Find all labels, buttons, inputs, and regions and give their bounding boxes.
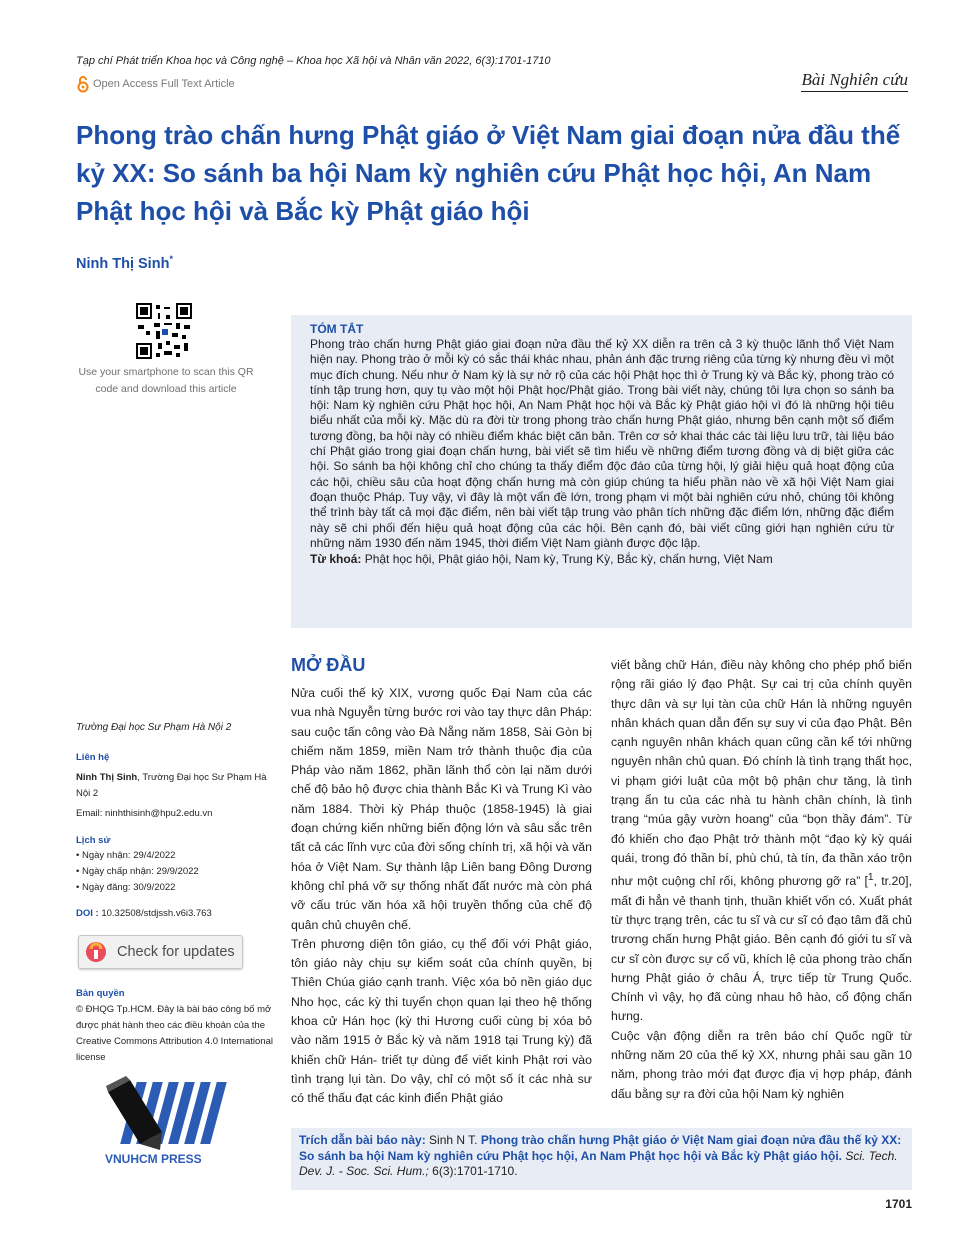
press-name: VNUHCM PRESS [105, 1152, 202, 1166]
date-accepted: • Ngày chấp nhận: 29/9/2022 [76, 866, 199, 877]
check-for-updates-button[interactable] [78, 935, 243, 969]
citation-box [291, 1128, 912, 1190]
contact-info [76, 770, 276, 802]
check-updates-icon [85, 941, 107, 963]
intro-heading: MỞ ĐẦU [291, 655, 366, 675]
intro-paragraph-2: Trên phương diện tôn giáo, cụ thể đối với Phật giáo, tôn giáo này chịu sự kiểm soát của chính quyền, bị Thiên Chúa giáo cạnh tranh. Việc xóa bỏ nền giáo dục Nho học, các kỳ thi tuyển chọn quan lại theo hệ thống khoa cử Hán học (kỳ thi Hương cuối cùng bị xóa bỏ vào năm 1915 ở Bắc kỳ và năm 1918 tại Trung kỳ) đã khiến chữ Hán- triết tự dùng để viết kinh Phật rơi vào tình trạng lụi tàn. Do vậy, chỉ có một số ít các nhà sư có thể thấu đạt các kinh điển Phật giáo [291, 936, 592, 1106]
copyright-label: Bản quyền [76, 988, 125, 999]
citation-ref[interactable]: 1 [867, 872, 874, 884]
contact-label: Liên hệ [76, 752, 110, 763]
open-access-label [76, 75, 235, 93]
date-published: • Ngày đăng: 30/9/2022 [76, 882, 176, 893]
qr-code[interactable] [136, 303, 192, 359]
citation-title: Phong trào chấn hưng Phật giáo ở Việt Nam giai đoạn nửa đầu thế kỷ XX: So sánh ba hội Nam kỳ nghiên cứu Phật học hội, An Nam Phật học hội và Bắc kỳ Phật giáo hội. [299, 1133, 902, 1163]
author-name: Ninh Thị Sinh [76, 255, 170, 272]
abstract-heading: TÓM TẮT [310, 322, 364, 336]
contact-name: Ninh Thị Sinh [76, 772, 138, 783]
history-label: Lịch sử [76, 835, 111, 846]
keywords-text: Phật học hội, Phật giáo hội, Nam kỳ, Trung Kỳ, Bắc kỳ, chấn hưng, Việt Nam [364, 552, 773, 567]
author-mark: * [169, 254, 173, 264]
date-received: • Ngày nhận: 29/4/2022 [76, 850, 176, 861]
doi-label: DOI : [76, 908, 99, 919]
article-title: Phong trào chấn hưng Phật giáo ở Việt Nam giai đoạn nửa đầu thế kỷ XX: So sánh ba hội Nam kỳ nghiên cứu Phật học hội, An Nam Phật học hội và Bắc kỳ Phật giáo hội [76, 120, 901, 226]
paper-type: Bài Nghiên cứu [801, 70, 908, 92]
qr-note: Use your smartphone to scan this QR code and download this article [78, 366, 254, 395]
intro-column-2 [611, 656, 912, 1104]
intro-paragraph-1: Nửa cuối thế kỷ XIX, vương quốc Đại Nam của các vua nhà Nguyễn từng bước rơi vào tay thực dân Pháp: sau cuộc tấn công vào Đà Nẵng năm 1858, Sài Gòn bị chiếm năm 1859, miền Nam trở thành thuộc địa của Pháp vào năm 1862, phần lãnh thổ còn lại năm dưới chế độ bảo hộ được chia thành Bắc Kì và Trung Kì vào năm 1884. Thời kỳ Pháp thuộc (1858-1945) là giai đoạn chứng kiến những biến động lớn và sâu sắc trên tất cả các lĩnh vực của đời sống chính trị, xã hội và văn hóa ở Việt Nam. Sự thành lập Liên bang Đông Dương không chỉ phá vỡ sự thống nhất đất nước mà còn phá vỡ cấu trúc văn hóa xã hội truyền thống của chế độ quân chủ chuyên chế. [291, 686, 592, 932]
open-access-icon [76, 75, 90, 93]
author [76, 254, 173, 272]
abstract-box [291, 315, 912, 628]
abstract-body: Phong trào chấn hưng Phật giáo giai đoạn nửa đầu thế kỷ XX diễn ra trên cả 3 kỳ thuộc lãnh thổ Việt Nam hiện nay. Phong trào ở mỗi kỳ có sắc thái khác nhau, phản ánh đặc trưng riêng của từng kỳ nhưng đều vì một mục đích chung. Nếu như ở Nam kỳ là sự nở rộ của các hội Phật học thì ở Trung kỳ và Bắc kỳ, phong trào có tính tập trung hơn, quy tụ vào một hội Phật học/Phật giáo. Trong bài viết này, chúng tôi lựa chọn so sánh ba hội: Nam kỳ nghiên cứu Phật học hội, An Nam Phật học hội và Bắc kỳ Phật giáo hội vì đó là những hội tiêu biểu nhất của mỗi kỳ. Mặc dù ra đời từ trong phong trào chấn hưng Phật giáo, nhưng bên cạnh một số điểm tương đồng, ba hội này có nhiều điểm khác biệt căn bản. Trên cơ sở khai thác các tài liệu lưu trữ, tài liệu báo chí Phật giáo trong giai đoạn chấn hưng, bài viết sẽ tìm hiểu về những điểm tương đồng và dị biệt giữa các hội. So sánh ba hội không chỉ cho chúng ta thấy điểm độc đáo của từng hội, lý giải hiệu quả hoạt động của các hội, chiều sâu của hoạt động chấn hưng mà còn giúp chúng ta hiểu phần nào về xã hội Việt Nam giai đoạn thuộc Pháp. Tuy vậy, vì đây là một vấn đề lớn, trong phạm vi một bài nghiên cứu nhỏ, chúng tôi không thể trình bày tất cả mọi đặc điểm, nên bài viết tập trung vào phân tích những đặc điểm lớn, những đặc điểm này sẽ chi phối đến hiệu quả hoạt động của các hội. Bên cạnh đó, bài viết cũng giới hạn nghiên cứu từ những năm 1930 đến năm 1945, thời điểm Việt Nam giành được độc lập. [310, 337, 894, 550]
citation-authors: Sinh N T. [429, 1133, 478, 1147]
copyright-text: © ĐHQG Tp.HCM. Đây là bài báo công bố mở được phát hành theo các điều khoản của the Creative Commons Attribution 4.0 International license [76, 1004, 273, 1063]
contact-affil: , Trường Đại học Sư Phạm Hà Nội 2 [76, 772, 267, 799]
intro-column-1 [291, 684, 592, 1109]
affiliation: Trường Đại học Sư Phạm Hà Nội 2 [76, 722, 232, 733]
citation-volume: 6(3):1701-1710. [432, 1164, 518, 1178]
citation-journal: Sci. Tech. Dev. J. - Soc. Sci. Hum.; [299, 1148, 898, 1178]
intro-paragraph-3b: , tr.20], mất đi hẳn vẻ thanh tịnh, thuần khiết vốn có. Xuất phát từ thực trạng trên, các tu sĩ và cư sĩ có đạo tâm đã chủ trương chấn hưng Phật giáo. Bên cạnh đó giới tu sĩ và cư sĩ còn được sự cổ vũ, khích lệ của phong trào chấn hưng Phật giáo ở châu Á, trực tiếp từ Trung Quốc. Chính vì vậy, họ đã cùng nhau hô hào, cổ động chấn hưng. [611, 874, 912, 1024]
journal-header: Tạp chí Phát triển Khoa học và Công nghệ – Khoa học Xã hội và Nhân văn 2022, 6(3):1701-1710 [76, 55, 551, 67]
contact-email[interactable]: Email: ninhthisinh@hpu2.edu.vn [76, 808, 213, 819]
doi-line [76, 906, 276, 922]
doi-value[interactable]: 10.32508/stdjssh.v6i3.763 [101, 908, 212, 919]
page-number: 1701 [885, 1197, 912, 1211]
citation-label: Trích dẫn bài báo này: [299, 1133, 426, 1147]
keywords [310, 552, 894, 567]
intro-paragraph-3a: viết bằng chữ Hán, điều này không cho phép phổ biến rộng rãi giáo lý đạo Phật. Sự cai trị của chính quyền thực dân và sự lụi tàn của chữ Hán là những nguyên nhân khách quan dẫn đến sự suy vi của đạo Phật. Bên cạnh nguyên nhân khách quan cũng cần kể tới những nguyên nhân chủ quan. Đó chính là tình trạng thất học, vi phạm giới luật của một bộ phận chư tăng, là tình trạng ẩn tu của các nhà tu hành chân chính, là tình trạng “múa gậy vườn hoang” của “bọn thầy đám”. Từ đó khiến cho đạo Phật trở thành một “đạo kỳ kỳ quái quái, trong đó thần bí, phù chú, tà tín, đa thần xáo trộn như một cuộng chỉ rối, không phương gỡ ra” [611, 658, 912, 889]
check-updates-label: Check for updates [117, 944, 235, 960]
keywords-label: Từ khoá: [310, 552, 362, 567]
intro-paragraph-3: viết bằng chữ Hán, điều này không cho phép phổ biến rộng rãi giáo lý đạo Phật. Sự cai trị của chính quyền thực dân và sự lụi tàn của chữ Hán là những nguyên nhân khách quan dẫn đến sự suy vi của đạo Phật. Bên cạnh nguyên nhân khách quan cũng cần kể tới những nguyên nhân chủ quan. Đó chính là tình trạng thất học, vi phạm giới luật của một bộ phận chư tăng, là tình trạng ẩn tu của các nhà tu hành chân chính, là tình trạng “múa gậy vườn hoang” của “bọn thầy đám”. Từ đó khiến cho đạo Phật trở thành một “đạo kỳ kỳ quái quái, trong đó thần bí, phù chú, tà tín, đa thần xáo trộn như một cuộng chỉ rối, không phương gỡ ra” [$^1$, tr.20], mất đi hẳn vẻ thanh tịnh, thuần khiết vốn có. Xuất phát từ thực trạng trên, các tu sĩ và cư sĩ có đạo tâm đã chủ trương chấn hưng Phật giáo. Bên cạnh đó giới tu sĩ và cư sĩ còn được sự cổ vũ, khích lệ của phong trào chấn hưng Phật giáo ở châu Á, trực tiếp từ Trung Quốc. Chính vì vậy, họ đã cùng nhau hô hào, cổ động chấn hưng. [611, 658, 912, 1024]
intro-paragraph-4: Cuộc vận động diễn ra trên báo chí Quốc ngữ từ những năm 20 của thế kỷ XX, nhưng phải sau gần 10 năm, phong trào mới đạt được địa vị hợp pháp, đánh dấu bằng sự ra đời của hội Nam kỳ nghiên [611, 1028, 912, 1101]
open-access-text: Open Access Full Text Article [93, 78, 235, 90]
